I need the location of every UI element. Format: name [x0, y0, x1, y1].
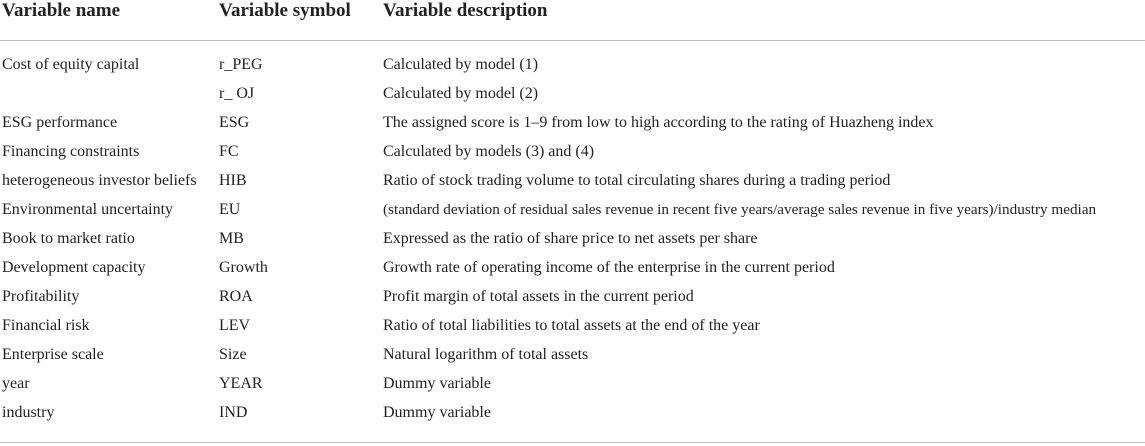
cell-symbol: Size [219, 346, 247, 363]
cell-symbol: IND [219, 404, 248, 421]
table-row [0, 253, 1145, 282]
cell-symbol: r_PEG [219, 56, 263, 73]
cell-name: year [2, 375, 30, 392]
table-row [0, 282, 1145, 311]
table-row [0, 137, 1145, 166]
cell-description: Ratio of stock trading volume to total circulating shares during a trading period [383, 172, 891, 189]
table-row [0, 224, 1145, 253]
table-row [0, 369, 1145, 398]
cell-symbol: YEAR [219, 375, 263, 392]
table-row [0, 311, 1145, 340]
cell-description: Calculated by models (3) and (4) [383, 143, 595, 160]
table-header [0, 0, 1145, 41]
table-row [0, 108, 1145, 137]
cell-description: Calculated by model (2) [383, 85, 539, 102]
cell-symbol: HIB [219, 172, 247, 189]
cell-name: ESG performance [2, 114, 118, 131]
cell-name: Environmental uncertainty [2, 201, 174, 218]
table-row [0, 166, 1145, 195]
table-row [0, 340, 1145, 369]
cell-name: Development capacity [2, 259, 146, 276]
table-row [0, 195, 1145, 224]
cell-name: Financing constraints [2, 143, 140, 160]
table-bottom-rule [0, 442, 1145, 443]
cell-description: (standard deviation of residual sales revenue in recent five years/average sales revenue in five years)/industry median [383, 201, 1097, 218]
cell-description: The assigned score is 1–9 from low to high according to the rating of Huazheng index [383, 114, 934, 131]
cell-name: Profitability [2, 288, 80, 305]
cell-symbol: FC [219, 143, 239, 160]
cell-description: Ratio of total liabilities to total assets at the end of the year [383, 317, 760, 334]
table-row [0, 398, 1145, 427]
cell-description: Profit margin of total assets in the current period [383, 288, 694, 305]
cell-name: Enterprise scale [2, 346, 104, 363]
cell-symbol: r_ OJ [219, 85, 255, 102]
cell-name: Cost of equity capital [2, 56, 140, 73]
cell-description: Calculated by model (1) [383, 56, 539, 73]
cell-symbol: Growth [219, 259, 268, 276]
header-variable-description: Variable description [383, 0, 548, 21]
cell-symbol: LEV [219, 317, 251, 334]
cell-name: industry [2, 404, 55, 421]
cell-description: Growth rate of operating income of the enterprise in the current period [383, 259, 835, 276]
header-variable-name: Variable name [2, 0, 121, 21]
cell-name: heterogeneous investor beliefs [2, 172, 197, 189]
cell-description: Dummy variable [383, 404, 491, 421]
cell-description: Expressed as the ratio of share price to net assets per share [383, 230, 758, 247]
cell-symbol: ROA [219, 288, 253, 305]
cell-symbol: ESG [219, 114, 250, 131]
header-variable-symbol: Variable symbol [219, 0, 351, 21]
cell-symbol: EU [219, 201, 241, 218]
table-row [0, 79, 1145, 108]
cell-name: Book to market ratio [2, 230, 135, 247]
cell-description: Dummy variable [383, 375, 491, 392]
cell-description: Natural logarithm of total assets [383, 346, 589, 363]
table-row [0, 50, 1145, 79]
cell-name: Financial risk [2, 317, 90, 334]
cell-symbol: MB [219, 230, 244, 247]
